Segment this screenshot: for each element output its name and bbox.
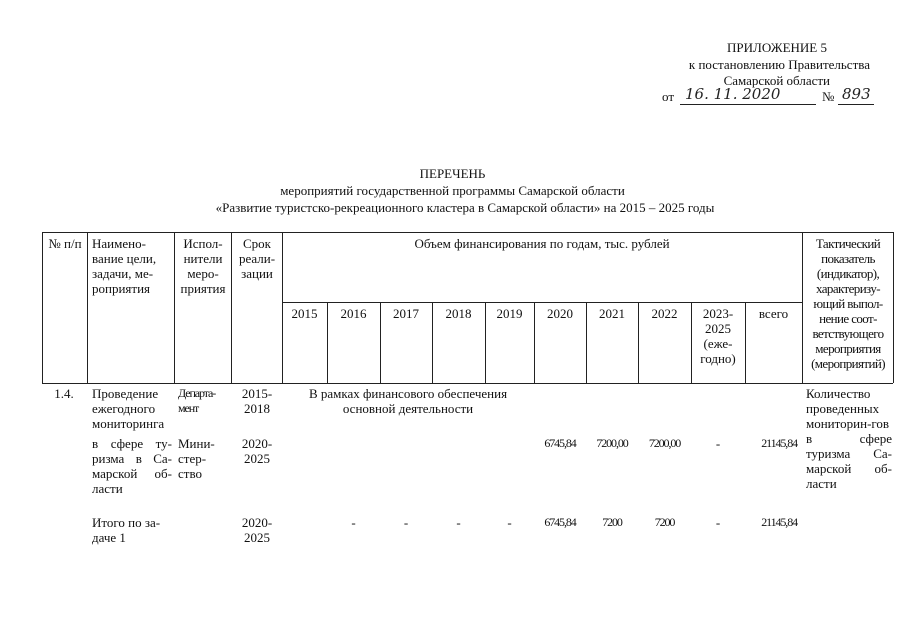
number-prefix: № [822,89,835,104]
total-value-2023: - [715,515,721,530]
total-value-2022: 7200 [654,515,675,529]
total-row-term: 2020-2025 [241,515,273,545]
total-value-2021: 7200 [602,515,622,529]
row-name-part2: в сфере ту-ризма в Са-марской об-ласти [92,436,172,496]
year-total: всего [758,306,789,321]
row-indicator: Количество проведенных мониторин-гов в сфере туризма Са-марской об-ласти [806,386,892,491]
year-2021: 2021 [599,306,625,321]
appendix-line2: Самарской области [723,73,830,88]
row-value-2023: - [715,436,721,451]
row-value-total: 21145,84 [761,436,797,450]
total-value-2016: - [351,515,356,530]
total-value-2019: - [507,515,512,530]
number-underline [838,104,874,105]
year-2017: 2017 [393,306,419,321]
year-2018: 2018 [445,306,472,321]
row-exec-part1: Департа-мент [178,386,216,415]
year-2020: 2020 [547,306,573,321]
header-name: Наимено-вание цели, задачи, ме-роприятия [92,236,157,296]
year-2019: 2019 [496,306,523,321]
row-funding-note: В рамках финансового обеспечения основной деятельности [308,386,508,416]
total-row-label: Итого по за-даче 1 [92,515,161,545]
year-2016: 2016 [340,306,367,321]
appendix-title: ПРИЛОЖЕНИЕ 5 [727,40,827,55]
document-subtitle-2: «Развитие туристско-рекреационного кластера в Самарской области» на 2015 – 2025 годы [215,200,715,215]
document-subtitle-1: мероприятий государственной программы Самарской области [280,183,625,198]
year-2015: 2015 [291,306,318,321]
row-name-part1: Проведение ежегодного мониторинга [92,386,165,431]
date-handwritten: 16. 11. 2020 [685,85,781,103]
total-value-2017: - [403,515,409,530]
year-2022: 2022 [651,306,678,321]
row-value-2020: 6745,84 [544,436,576,450]
document-title: ПЕРЕЧЕНЬ [419,166,486,181]
total-value-2020: 6745,84 [544,515,576,529]
row-num: 1.4. [54,386,74,401]
header-num: № п/п [48,236,82,251]
date-prefix: от [662,89,675,104]
row-value-2021: 7200,00 [596,436,628,450]
row-term-part2: 2020-2025 [241,436,273,466]
header-term: Срок реали-зации [238,236,276,281]
total-value-total: 21145,84 [761,515,797,529]
row-exec-part2: Мини-стер-ство [178,436,215,481]
total-value-2018: - [456,515,461,530]
date-underline [680,104,816,105]
appendix-line1: к постановлению Правительства [688,57,870,72]
year-2023-2025: 2023-2025 (еже-годно) [700,306,736,366]
header-funding: Объем финансирования по годам, тыс. рублей [414,236,670,251]
number-handwritten: 893 [842,85,871,103]
row-value-2022: 7200,00 [648,436,681,450]
row-term-part1: 2015-2018 [241,386,273,416]
header-indicator: Тактический показатель (индикатор), характеризу-ющий выпол-нение соот-ветствующего мероприятия (мероприятий) [811,236,885,371]
header-exec: Испол-нители меро-приятия [180,236,226,296]
